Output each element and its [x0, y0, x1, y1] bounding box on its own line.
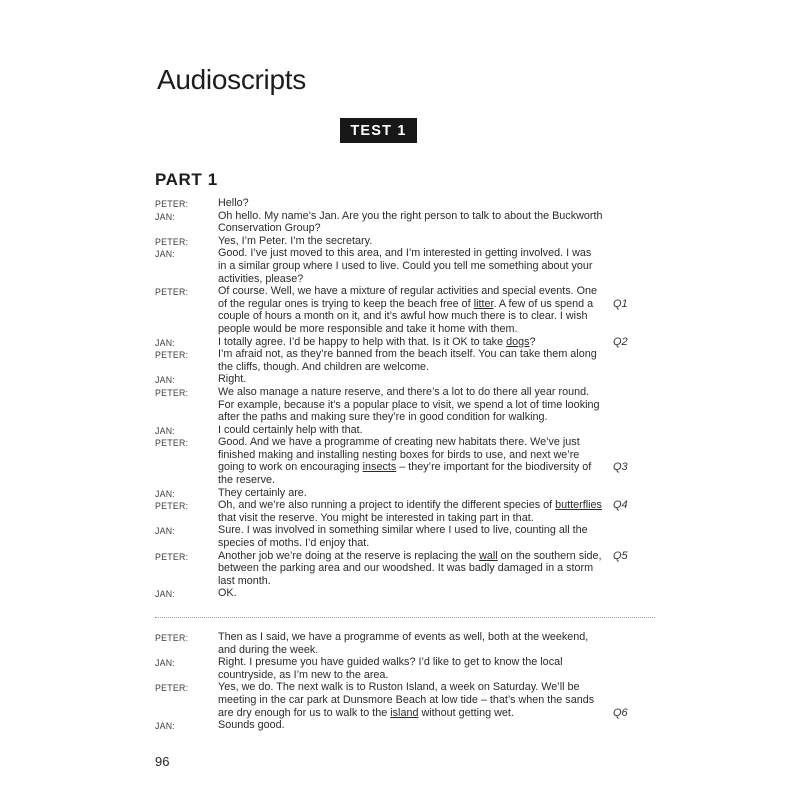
dialogue-line: Yes, I’m Peter. I’m the secretary. — [218, 234, 373, 247]
speaker-label: JAN: — [155, 249, 176, 260]
turn-text — [218, 210, 603, 235]
question-marker: Q2 — [613, 335, 628, 348]
test-badge: TEST 1 — [340, 118, 417, 143]
dialogue-line: that visit the reserve. You might be interested in taking part in that. — [218, 511, 534, 524]
turn-text — [218, 336, 536, 349]
dialogue-line: people would be more responsible and take it home with them. — [218, 322, 518, 335]
turn-text — [218, 719, 285, 732]
dialogue-line: between the parking area and our woodshed. It was badly damaged in a storm — [218, 562, 594, 575]
dialogue-line: I could certainly help with that. — [218, 423, 363, 436]
dialogue-turn — [155, 681, 663, 719]
dialogue-line: Good. I’ve just moved to this area, and I’m interested in getting involved. I was — [218, 247, 592, 260]
dialogue-line: of the regular ones is trying to keep the beach free of litter. A few of us spend a — [218, 297, 594, 310]
speaker-label: PETER: — [155, 683, 189, 694]
dialogue-line: last month. — [218, 574, 271, 587]
speaker-label: PETER: — [155, 438, 189, 449]
dialogue-turn — [155, 386, 663, 424]
dialogue-line: meeting in the car park at Dunsmore Beach at low tide – that’s when the sands — [218, 693, 595, 706]
turn-text — [218, 373, 246, 386]
speaker-label: PETER: — [155, 501, 189, 512]
dialogue-turn — [155, 336, 663, 349]
dialogue-line: going to work on encouraging insects – they’re important for the biodiversity of — [218, 461, 592, 474]
turn-text — [218, 436, 591, 486]
question-marker: Q3 — [613, 461, 628, 474]
dialogue-turn — [155, 235, 663, 248]
speaker-label: PETER: — [155, 633, 189, 643]
dialogue-turn — [155, 587, 663, 600]
dialogue-turn — [155, 499, 663, 524]
dialogue-line: the cliffs, though. And children are welcome. — [218, 360, 430, 373]
dialogue-line: Conservation Group? — [218, 222, 321, 235]
underlined-term: dogs — [506, 335, 530, 348]
dialogue-line: Yes, we do. The next walk is to Ruston Island, a week on Saturday. We’ll be — [218, 681, 580, 694]
turn-text — [218, 285, 597, 335]
speaker-label: JAN: — [155, 425, 176, 436]
speaker-label: PETER: — [155, 287, 189, 298]
turn-text — [218, 499, 602, 524]
dialogue-turn — [155, 656, 663, 681]
turn-text — [218, 487, 307, 500]
dialogue-line: couple of hours a month on it, and it’s awful how much there is to clear. I wish — [218, 310, 588, 323]
turn-text — [218, 524, 588, 549]
dialogue-turn — [155, 550, 663, 588]
dialogue-line: Of course. Well, we have a mixture of regular activities and special events. One — [218, 285, 598, 298]
speaker-label: JAN: — [155, 488, 176, 499]
speaker-label: JAN: — [155, 337, 176, 348]
speaker-label: PETER: — [155, 199, 189, 209]
turn-text — [218, 587, 237, 600]
dialogue-line: For example, because it’s a popular place to visit, we spend a lot of time looking — [218, 398, 600, 411]
dialogue-line: OK. — [218, 587, 237, 600]
turn-text — [218, 386, 600, 424]
dialogue-line: Hello? — [218, 197, 249, 209]
dialogue-turn — [155, 247, 663, 285]
dialogue-turn — [155, 719, 663, 732]
dialogue-turn — [155, 348, 663, 373]
question-marker: Q1 — [613, 297, 628, 310]
dialogue-turn — [155, 436, 663, 486]
speaker-label: PETER: — [155, 236, 189, 247]
speaker-label: PETER: — [155, 350, 189, 361]
dialogue-line: Good. And we have a programme of creating new habitats there. We’ve just — [218, 436, 580, 449]
dialogue-line: They certainly are. — [218, 486, 307, 499]
turn-text — [218, 550, 602, 588]
dialogue-line: Another job we’re doing at the reserve is replacing the wall on the southern side, — [218, 549, 602, 562]
dialogue-line: in a similar group where I used to live. Could you tell me something about your — [218, 259, 593, 272]
dialogue-line: Oh, and we’re also running a project to identify the different species of butterflies — [218, 499, 602, 512]
speaker-label: JAN: — [155, 658, 176, 669]
turn-text — [218, 247, 593, 285]
question-marker: Q5 — [613, 549, 628, 562]
dialogue-line: countryside, as I’m new to the area. — [218, 668, 389, 681]
underlined-term: island — [390, 706, 419, 719]
dialogue-turn — [155, 285, 663, 335]
page-number: 96 — [155, 754, 170, 769]
dialogue-line: Sounds good. — [218, 719, 285, 732]
section-divider — [155, 617, 655, 618]
turn-text — [218, 235, 372, 248]
speaker-label: JAN: — [155, 526, 176, 537]
dialogue-line: and during the week. — [218, 643, 319, 656]
turn-text — [218, 197, 249, 210]
turn-text — [218, 348, 597, 373]
page-title: Audioscripts — [157, 64, 306, 95]
dialogue-line: Then as I said, we have a programme of events as well, both at the weekend, — [218, 631, 589, 643]
underlined-term: wall — [479, 549, 498, 562]
speaker-label: JAN: — [155, 211, 176, 222]
dialogue-line: are dry enough for us to walk to the island without getting wet. — [218, 706, 514, 719]
dialogue — [155, 197, 663, 732]
question-marker: Q4 — [613, 499, 628, 512]
speaker-label: PETER: — [155, 387, 189, 398]
part-heading: PART 1 — [155, 170, 218, 189]
turn-text — [218, 424, 363, 437]
dialogue-line: activities, please? — [218, 272, 304, 285]
dialogue-line: I totally agree. I’d be happy to help with that. Is it OK to take dogs? — [218, 335, 536, 348]
dialogue-turn — [155, 373, 663, 386]
speaker-label: JAN: — [155, 375, 176, 386]
turn-text — [218, 681, 594, 719]
dialogue-line: finished making and installing nesting boxes for birds to use, and next we’re — [218, 448, 580, 461]
dialogue-turn — [155, 197, 663, 210]
underlined-term: litter — [473, 297, 494, 310]
speaker-label: JAN: — [155, 589, 176, 600]
dialogue-line: Oh hello. My name’s Jan. Are you the right person to talk to about the Buckworth — [218, 209, 603, 222]
underlined-term: insects — [362, 461, 397, 474]
speaker-label: JAN: — [155, 721, 176, 732]
dialogue-line: species of moths. I’d enjoy that. — [218, 537, 370, 550]
dialogue-line: the reserve. — [218, 474, 276, 487]
dialogue-line: Right. — [218, 373, 247, 386]
turn-text — [218, 631, 588, 656]
speaker-label: PETER: — [155, 551, 189, 562]
turn-text — [218, 656, 563, 681]
dialogue-line: We also manage a nature reserve, and there’s a lot to do there all year round. — [218, 385, 590, 398]
dialogue-line: after the paths and making sure they’re in good condition for walking. — [218, 411, 548, 424]
dialogue-turn — [155, 487, 663, 500]
dialogue-turn — [155, 424, 663, 437]
dialogue-turn — [155, 210, 663, 235]
dialogue-line: I’m afraid not, as they’re banned from the beach itself. You can take them along — [218, 348, 597, 361]
dialogue-turn — [155, 631, 663, 656]
dialogue-line: Right. I presume you have guided walks? I’d like to get to know the local — [218, 656, 563, 669]
dialogue-line: Sure. I was involved in something similar where I used to live, counting all the — [218, 524, 588, 537]
dialogue-turn — [155, 524, 663, 549]
underlined-term: butterflies — [555, 499, 602, 512]
question-marker: Q6 — [613, 706, 628, 719]
